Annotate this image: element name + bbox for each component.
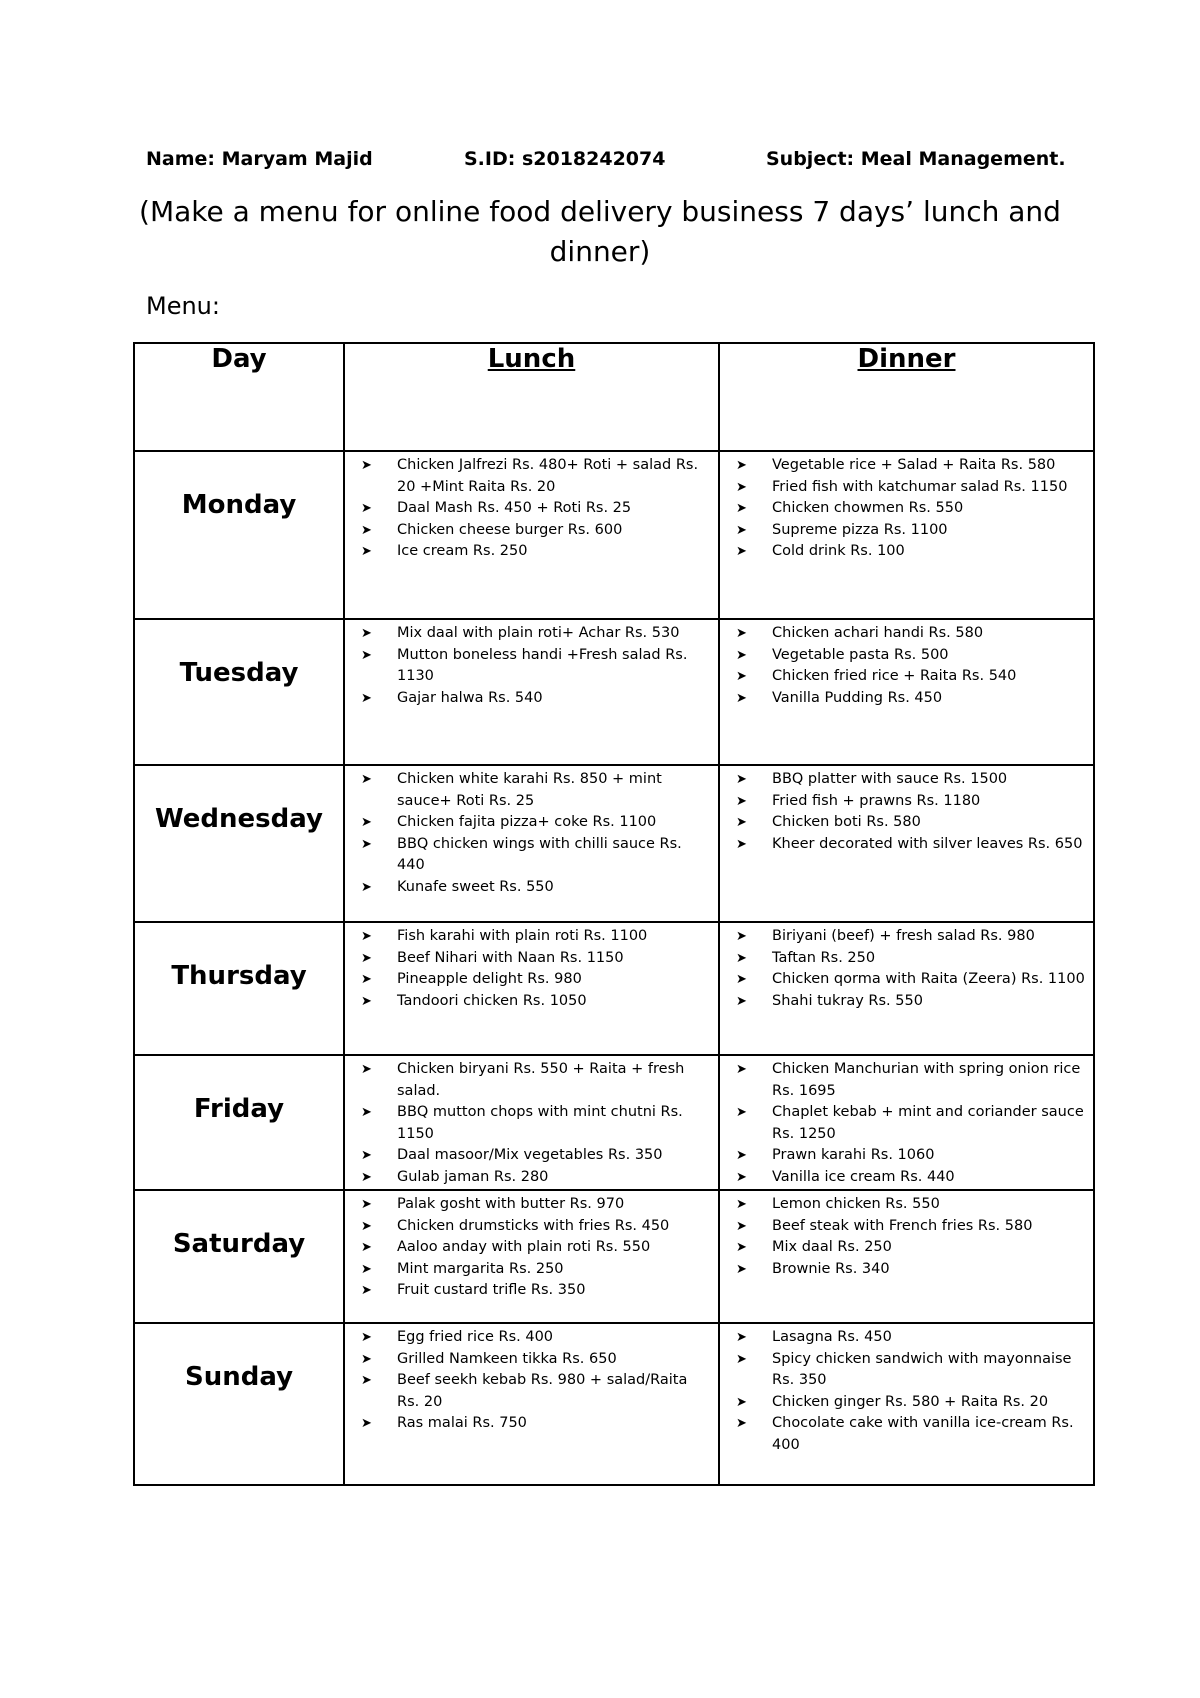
menu-item-text: Lasagna Rs. 450: [772, 1329, 892, 1345]
menu-item-text: Fried fish + prawns Rs. 1180: [772, 792, 981, 809]
menu-item-text: Chicken qorma with Raita (Zeera) Rs. 1100: [772, 971, 1085, 987]
list-item: [736, 645, 1085, 667]
arrow-bullet-icon: ➤: [736, 1261, 747, 1277]
list-item: [361, 1237, 710, 1259]
arrow-bullet-icon: ➤: [736, 501, 747, 516]
list-item: [361, 1145, 710, 1167]
day-cell: [134, 922, 344, 1055]
list-item: [736, 1327, 1085, 1349]
list-item: [736, 791, 1085, 813]
arrow-bullet-icon: ➤: [736, 647, 747, 663]
arrow-bullet-icon: ➤: [361, 950, 372, 966]
list-item: [361, 1059, 710, 1102]
dinner-cell: [719, 619, 1094, 765]
dinner-list: [720, 766, 1093, 855]
arrow-bullet-icon: ➤: [736, 836, 747, 852]
day-label: Friday: [193, 1094, 285, 1124]
list-item: [736, 769, 1085, 791]
list-item: [361, 948, 710, 970]
menu-item-text: BBQ chicken wings with chilli sauce Rs. 440: [397, 835, 682, 873]
arrow-bullet-icon: ➤: [361, 1330, 372, 1345]
dinner-list: [720, 1191, 1093, 1280]
day-label: Thursday: [171, 961, 307, 991]
list-item: [736, 991, 1085, 1013]
header-line: [146, 148, 1076, 178]
dinner-list: [720, 452, 1093, 563]
menu-item-text: Ice cream Rs. 250: [397, 543, 528, 559]
day-cell: [134, 765, 344, 922]
menu-item-text: Pineapple delight Rs. 980: [397, 971, 582, 987]
menu-item-text: Vanilla ice cream Rs. 440: [772, 1168, 955, 1185]
menu-item-text: Chicken drumsticks with fries Rs. 450: [397, 1217, 670, 1234]
table-row: [134, 1323, 1094, 1485]
list-item: [736, 623, 1085, 645]
arrow-bullet-icon: ➤: [361, 501, 372, 516]
arrow-bullet-icon: ➤: [361, 836, 372, 852]
table-row: [134, 619, 1094, 765]
list-item: [736, 926, 1085, 948]
menu-item-text: Spicy chicken sandwich with mayonnaise Rs. 350: [772, 1350, 1072, 1388]
arrow-bullet-icon: ➤: [736, 993, 747, 1009]
arrow-bullet-icon: ➤: [736, 690, 747, 706]
arrow-bullet-icon: ➤: [736, 1218, 747, 1234]
student-id: S.ID: s2018242074: [464, 148, 666, 170]
menu-item-text: Beef seekh kebab Rs. 980 + salad/Raita Rs. 20: [397, 1372, 688, 1410]
menu-item-text: Tandoori chicken Rs. 1050: [397, 992, 587, 1009]
list-item: [361, 1259, 710, 1281]
list-item: [361, 926, 710, 948]
list-item: [361, 1216, 710, 1238]
list-item: [361, 498, 710, 520]
list-item: [736, 1194, 1085, 1216]
list-item: [736, 1349, 1085, 1392]
day-cell: [134, 451, 344, 619]
dinner-cell: [719, 765, 1094, 922]
day-cell: [134, 1190, 344, 1323]
list-item: [736, 834, 1085, 856]
lunch-list: [345, 620, 718, 709]
table-row: [134, 451, 1094, 619]
menu-item-text: Chicken fajita pizza+ coke Rs. 1100: [397, 814, 657, 830]
arrow-bullet-icon: ➤: [361, 1218, 372, 1234]
list-item: [736, 1413, 1085, 1456]
lunch-cell: [344, 1323, 719, 1485]
arrow-bullet-icon: ➤: [361, 626, 372, 641]
list-item: [736, 1102, 1085, 1145]
list-item: [736, 498, 1085, 520]
menu-item-text: Ras malai Rs. 750: [397, 1415, 527, 1431]
menu-item-text: Mint margarita Rs. 250: [397, 1260, 564, 1277]
lunch-list: [345, 923, 718, 1012]
menu-item-text: Chicken Manchurian with spring onion rice Rs. 1695: [772, 1061, 1081, 1099]
menu-item-text: Chicken achari handi Rs. 580: [772, 625, 984, 641]
list-item: [736, 477, 1085, 499]
menu-item-text: Kheer decorated with silver leaves Rs. 650: [772, 835, 1083, 852]
arrow-bullet-icon: ➤: [361, 647, 372, 663]
menu-item-text: Aaloo anday with plain roti Rs. 550: [397, 1239, 651, 1255]
list-item: [736, 1216, 1085, 1238]
arrow-bullet-icon: ➤: [361, 815, 372, 830]
day-label: Monday: [181, 490, 297, 520]
dinner-list: [720, 1056, 1093, 1188]
menu-item-text: Chicken white karahi Rs. 850 + mint sauce+ Roti Rs. 25: [397, 771, 662, 809]
dinner-cell: [719, 922, 1094, 1055]
list-item: [361, 812, 710, 834]
arrow-bullet-icon: ➤: [361, 1373, 372, 1388]
list-item: [361, 1327, 710, 1349]
list-item: [361, 1194, 710, 1216]
task-instruction: (Make a menu for online food delivery business 7 days’ lunch and dinner): [139, 195, 1061, 268]
arrow-bullet-icon: ➤: [736, 1330, 747, 1345]
day-label: Tuesday: [179, 658, 299, 688]
arrow-bullet-icon: ➤: [361, 1169, 372, 1185]
arrow-bullet-icon: ➤: [736, 1169, 747, 1185]
day-cell: [134, 1323, 344, 1485]
table-row: [134, 1055, 1094, 1190]
student-name: Name: Maryam Majid: [146, 148, 373, 170]
menu-item-text: Supreme pizza Rs. 1100: [772, 521, 948, 538]
menu-item-text: Vanilla Pudding Rs. 450: [772, 689, 943, 706]
menu-item-text: Chicken Jalfrezi Rs. 480+ Roti + salad Rs. 20 +Mint Raita Rs. 20: [397, 457, 699, 495]
list-item: [736, 812, 1085, 834]
arrow-bullet-icon: ➤: [736, 1351, 747, 1367]
arrow-bullet-icon: ➤: [736, 1148, 747, 1163]
menu-item-text: Vegetable rice + Salad + Raita Rs. 580: [772, 457, 1056, 473]
list-item: [361, 834, 710, 877]
lunch-list: [345, 1324, 718, 1435]
dinner-list: [720, 923, 1093, 1012]
lunch-list: [345, 766, 718, 898]
arrow-bullet-icon: ➤: [736, 1197, 747, 1212]
day-cell: [134, 1055, 344, 1190]
menu-item-text: Fruit custard trifle Rs. 350: [397, 1282, 586, 1298]
lunch-cell: [344, 922, 719, 1055]
list-item: [361, 1413, 710, 1435]
dinner-list: [720, 1324, 1093, 1456]
arrow-bullet-icon: ➤: [361, 1283, 372, 1298]
menu-item-text: Chicken biryani Rs. 550 + Raita + fresh salad.: [397, 1061, 685, 1099]
arrow-bullet-icon: ➤: [361, 972, 372, 987]
arrow-bullet-icon: ➤: [361, 1351, 372, 1367]
dinner-list: [720, 620, 1093, 709]
menu-item-text: Gulab jaman Rs. 280: [397, 1168, 549, 1185]
list-item: [361, 1280, 710, 1302]
list-item: [361, 688, 710, 710]
arrow-bullet-icon: ➤: [361, 544, 372, 559]
menu-item-text: Chocolate cake with vanilla ice-cream Rs. 400: [772, 1415, 1074, 1453]
arrow-bullet-icon: ➤: [361, 1105, 372, 1120]
arrow-bullet-icon: ➤: [361, 458, 372, 473]
menu-item-text: Taftan Rs. 250: [772, 949, 876, 966]
arrow-bullet-icon: ➤: [361, 1261, 372, 1277]
arrow-bullet-icon: ➤: [736, 929, 747, 944]
menu-item-text: Gajar halwa Rs. 540: [397, 689, 543, 706]
arrow-bullet-icon: ➤: [736, 522, 747, 538]
menu-item-text: BBQ mutton chops with mint chutni Rs. 1150: [397, 1104, 683, 1142]
lunch-cell: [344, 1055, 719, 1190]
menu-item-text: Fried fish with katchumar salad Rs. 1150: [772, 478, 1068, 495]
arrow-bullet-icon: ➤: [736, 544, 747, 559]
arrow-bullet-icon: ➤: [361, 1240, 372, 1255]
list-item: [736, 541, 1085, 563]
arrow-bullet-icon: ➤: [361, 1197, 372, 1212]
menu-item-text: Brownie Rs. 340: [772, 1260, 890, 1277]
arrow-bullet-icon: ➤: [736, 669, 747, 684]
subject: Subject: Meal Management.: [766, 148, 1066, 170]
arrow-bullet-icon: ➤: [361, 879, 372, 895]
dinner-cell: [719, 1190, 1094, 1323]
arrow-bullet-icon: ➤: [736, 815, 747, 830]
arrow-bullet-icon: ➤: [736, 626, 747, 641]
menu-item-text: Chicken cheese burger Rs. 600: [397, 521, 623, 538]
menu-item-text: Vegetable pasta Rs. 500: [772, 646, 949, 663]
menu-label: Menu:: [146, 292, 220, 320]
list-item: [736, 520, 1085, 542]
list-item: [736, 1259, 1085, 1281]
lunch-cell: [344, 765, 719, 922]
list-item: [736, 688, 1085, 710]
arrow-bullet-icon: ➤: [736, 972, 747, 987]
arrow-bullet-icon: ➤: [361, 522, 372, 538]
menu-item-text: BBQ platter with sauce Rs. 1500: [772, 771, 1008, 787]
arrow-bullet-icon: ➤: [736, 772, 747, 787]
list-item: [361, 645, 710, 688]
list-item: [361, 541, 710, 563]
menu-item-text: Mix daal Rs. 250: [772, 1239, 892, 1255]
table-header-row: [134, 343, 1094, 451]
arrow-bullet-icon: ➤: [736, 1240, 747, 1255]
lunch-cell: [344, 1190, 719, 1323]
arrow-bullet-icon: ➤: [736, 479, 747, 495]
menu-item-text: Chaplet kebab + mint and coriander sauce Rs. 1250: [772, 1104, 1084, 1142]
header-dinner: Dinner: [719, 343, 1094, 451]
arrow-bullet-icon: ➤: [736, 1394, 747, 1410]
day-label: Sunday: [184, 1362, 294, 1392]
dinner-cell: [719, 1323, 1094, 1485]
list-item: [361, 455, 710, 498]
dinner-cell: [719, 1055, 1094, 1190]
arrow-bullet-icon: ➤: [361, 772, 372, 787]
arrow-bullet-icon: ➤: [736, 950, 747, 966]
list-item: [361, 1349, 710, 1371]
dinner-cell: [719, 451, 1094, 619]
list-item: [736, 1059, 1085, 1102]
arrow-bullet-icon: ➤: [361, 690, 372, 706]
menu-item-text: Palak gosht with butter Rs. 970: [397, 1196, 625, 1212]
list-item: [736, 1392, 1085, 1414]
lunch-cell: [344, 619, 719, 765]
arrow-bullet-icon: ➤: [361, 1062, 372, 1077]
menu-item-text: Chicken ginger Rs. 580 + Raita Rs. 20: [772, 1393, 1049, 1410]
list-item: [361, 877, 710, 899]
menu-item-text: Beef Nihari with Naan Rs. 1150: [397, 949, 624, 966]
day-label: Wednesday: [155, 804, 323, 834]
day-label: Saturday: [172, 1229, 306, 1259]
lunch-cell: [344, 451, 719, 619]
list-item: [736, 1167, 1085, 1189]
list-item: [361, 623, 710, 645]
menu-table: [133, 342, 1095, 1486]
menu-item-text: Prawn karahi Rs. 1060: [772, 1147, 935, 1163]
list-item: [736, 1237, 1085, 1259]
arrow-bullet-icon: ➤: [736, 1416, 747, 1431]
menu-item-text: Daal Mash Rs. 450 + Roti Rs. 25: [397, 500, 632, 516]
lunch-list: [345, 1056, 718, 1188]
table-row: [134, 922, 1094, 1055]
day-cell: [134, 619, 344, 765]
table-row: [134, 1190, 1094, 1323]
arrow-bullet-icon: ➤: [361, 1148, 372, 1163]
menu-body: [134, 451, 1094, 1485]
list-item: [736, 666, 1085, 688]
menu-item-text: Biriyani (beef) + fresh salad Rs. 980: [772, 928, 1035, 944]
table-row: [134, 765, 1094, 922]
arrow-bullet-icon: ➤: [361, 993, 372, 1009]
arrow-bullet-icon: ➤: [736, 793, 747, 809]
list-item: [361, 1370, 710, 1413]
menu-item-text: Lemon chicken Rs. 550: [772, 1196, 940, 1212]
menu-item-text: Mutton boneless handi +Fresh salad Rs. 1130: [397, 646, 688, 684]
menu-item-text: Daal masoor/Mix vegetables Rs. 350: [397, 1147, 663, 1163]
list-item: [361, 969, 710, 991]
menu-item-text: Chicken boti Rs. 580: [772, 814, 921, 830]
menu-item-text: Shahi tukray Rs. 550: [772, 992, 923, 1009]
arrow-bullet-icon: ➤: [361, 929, 372, 944]
arrow-bullet-icon: ➤: [361, 1416, 372, 1431]
list-item: [361, 1102, 710, 1145]
menu-item-text: Mix daal with plain roti+ Achar Rs. 530: [397, 625, 680, 641]
list-item: [361, 991, 710, 1013]
menu-item-text: Chicken chowmen Rs. 550: [772, 500, 964, 516]
list-item: [361, 769, 710, 812]
arrow-bullet-icon: ➤: [736, 458, 747, 473]
menu-item-text: Egg fried rice Rs. 400: [397, 1329, 554, 1345]
list-item: [361, 1167, 710, 1189]
arrow-bullet-icon: ➤: [736, 1105, 747, 1120]
menu-item-text: Grilled Namkeen tikka Rs. 650: [397, 1350, 617, 1367]
menu-item-text: Kunafe sweet Rs. 550: [397, 878, 554, 895]
list-item: [736, 969, 1085, 991]
list-item: [736, 455, 1085, 477]
list-item: [736, 1145, 1085, 1167]
header-day: Day: [134, 343, 344, 451]
header-lunch: Lunch: [344, 343, 719, 451]
list-item: [361, 520, 710, 542]
menu-item-text: Fish karahi with plain roti Rs. 1100: [397, 928, 648, 944]
arrow-bullet-icon: ➤: [736, 1062, 747, 1077]
lunch-list: [345, 1191, 718, 1302]
menu-item-text: Chicken fried rice + Raita Rs. 540: [772, 668, 1017, 684]
menu-item-text: Beef steak with French fries Rs. 580: [772, 1217, 1033, 1234]
list-item: [736, 948, 1085, 970]
lunch-list: [345, 452, 718, 563]
menu-item-text: Cold drink Rs. 100: [772, 543, 905, 559]
